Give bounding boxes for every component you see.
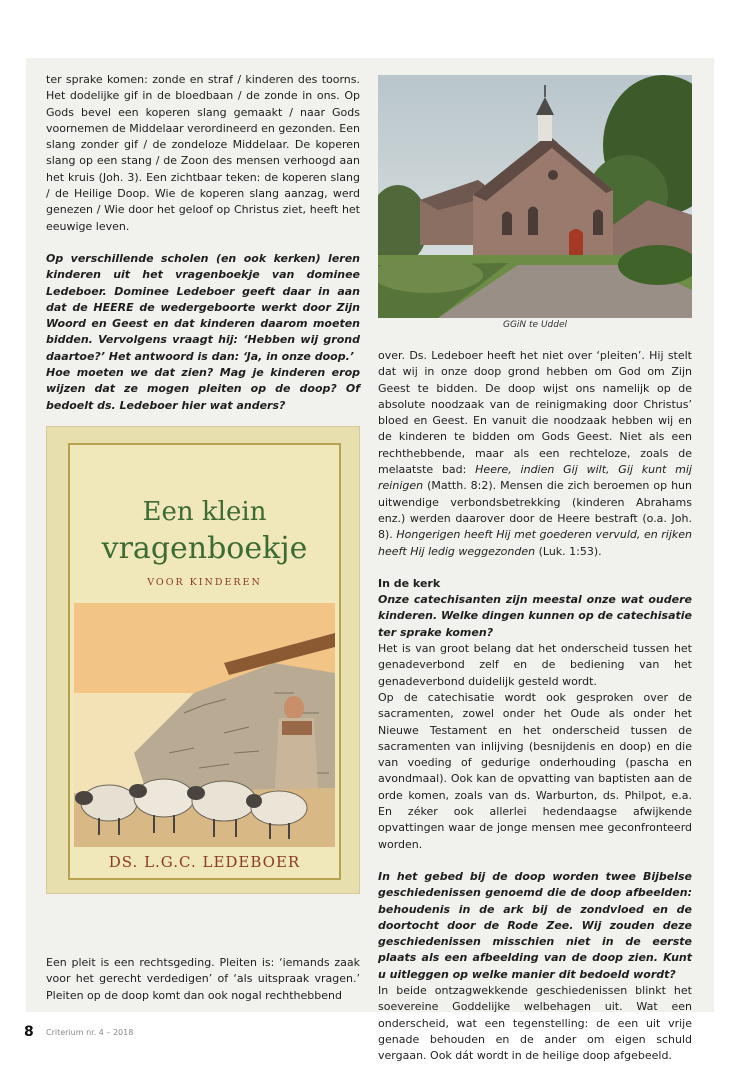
book-author: DS. L.G.C. LEDEBOER (108, 853, 301, 871)
section-heading: In de kerk (378, 576, 441, 590)
question-paragraph: Hoe moeten we dat zien? Mag je kinderen erop wijzen dat ze mogen pleiten op de doop? Of bedoelt ds. Ledeboer hier wat anders? (46, 366, 360, 412)
book-title-line2: vragenboekje (101, 531, 308, 566)
left-column-bottom (46, 955, 360, 1004)
bible-quote: Heere, indien Gij wilt, Gij kunt mij reinigen (378, 463, 692, 493)
question-paragraph: Op verschillende scholen (en ook kerken) leren kinderen uit het vragenboekje van dominee Ledeboer. Dominee Ledeboer geeft daar in aan dat de HEERE de wedergeboorte werkt door Zijn Woord en Geest en dat kinderen daarom moeten bidden. Vervolgens vraagt hij: ‘Hebben wij grond daartoe?’ Het antwoord is dan: ‘Ja, in onze doop.’ (46, 251, 360, 363)
paragraph: Een pleit is een rechtsgeding. Pleiten is: ‘iemands zaak voor het gerecht verdedigen’ of ‘als uitspraak vragen.’ Pleiten op de doop komt dan ook nogal rechthebbend (46, 956, 360, 1002)
paragraph: Het is van groot belang dat het onderscheid tussen het genadeverbond zelf en de bediening van het genadeverbond duidelijk gesteld wordt. (378, 642, 692, 688)
book-subtitle: VOOR KINDEREN (147, 577, 262, 588)
question-paragraph: Onze catechisanten zijn meestal onze wat oudere kinderen. Welke dingen kunnen op de catechisatie ter sprake komen? (378, 593, 692, 639)
church-photo (378, 75, 692, 318)
bible-quote: Hongerigen heeft Hij met goederen vervuld, en rijken heeft Hij ledig weggezonden (378, 528, 692, 558)
footer-source: Criterium nr. 4 – 2018 (46, 1028, 134, 1037)
book-illustration (74, 603, 335, 847)
photo-caption: GGiN te Uddel (502, 320, 568, 330)
paragraph: ter sprake komen: zonde en straf / kinderen des toorns. Het dodelijke gif in de bloedbaan / de zonde in ons. Op Gods bevel een koperen slang gemaakt / naar Gods voornemen de Middelaar verordineerd en gezonden. Een slang zonder gif / de zondeloze Middelaar. De koperen slang op een stang / de Zoon des mensen verhoogd aan het kruis (Joh. 3). Een zichtbaar teken: de koperen slang / de Heilige Doop. Wie de koperen slang aanzag, werd genezen / Wie door het geloof op Christus ziet, heeft het eeuwige leven. (46, 73, 360, 233)
book-cover-image (46, 426, 360, 894)
paragraph: In beide ontzagwekkende geschiedenissen blinkt het soevereine Goddelijke welbehagen uit. Wat een onderscheid, wat een tegenstelling: de een uit vrije genade behouden en de ander om eigen schuld vergaan. Ook dát wordt in de heilige doop afgebeeld. (378, 983, 692, 1063)
paragraph: Op de catechisatie wordt ook gesproken over de sacramenten, zowel onder het Oude als onder het Nieuwe Testament en het onderscheid tussen de sacramenten van inlijving (besnijdenis en doop) en die van voeding of gedurige onderhouding (pascha en avondmaal). Ook kan de opvatting van baptisten aan de orde komen, zoals van ds. Warburton, ds. Philpot, e.a. En zéker ook allerlei hedendaagse afwijkende opvattingen waar de jonge mensen mee geconfronteerd worden. (378, 690, 692, 851)
right-column (378, 348, 692, 1064)
book-title-line1: Een klein (142, 497, 267, 527)
left-column-top (46, 72, 360, 414)
paragraph: over. Ds. Ledeboer heeft het niet over ‘pleiten’. Hij stelt dat wij in onze doop grond hebben om God om Zijn Geest te bidden. De doop wijst ons namelijk op de absolute noodzaak van de reinigmaking door Christus’ bloed en Geest. En vanuit die noodzaak hebben wij en de kinderen te bidden om Gods Geest. Niet als een rechthebbende, maar als een rechteloze, zoals de melaatste bad: Heere, indien Gij wilt, Gij kunt mij reinigen (Matth. 8:2). Mensen die zich beroemen op hun uitwendige verbondsbetrekking (kinderen Abrahams enz.) werden daarover door de Heere bestraft (o.a. Joh. 8). Hongerigen heeft Hij met goederen vervuld, en rijken heeft Hij ledig weggezonden (Luk. 1:53). (378, 349, 692, 558)
book-cover-frame (68, 443, 341, 880)
page-number: 8 (24, 1024, 34, 1040)
question-paragraph: In het gebed bij de doop worden twee Bijbelse geschiedenissen genoemd die de doop afbeelden: behoudenis in de ark bij de zondvloed en de doortocht door de Rode Zee. Wij zouden deze geschiedenissen misschien niet in de eerste plaats als een afbeelding van de doop zien. Kunt u uitleggen op welke manier dit bedoeld wordt? (378, 869, 692, 981)
